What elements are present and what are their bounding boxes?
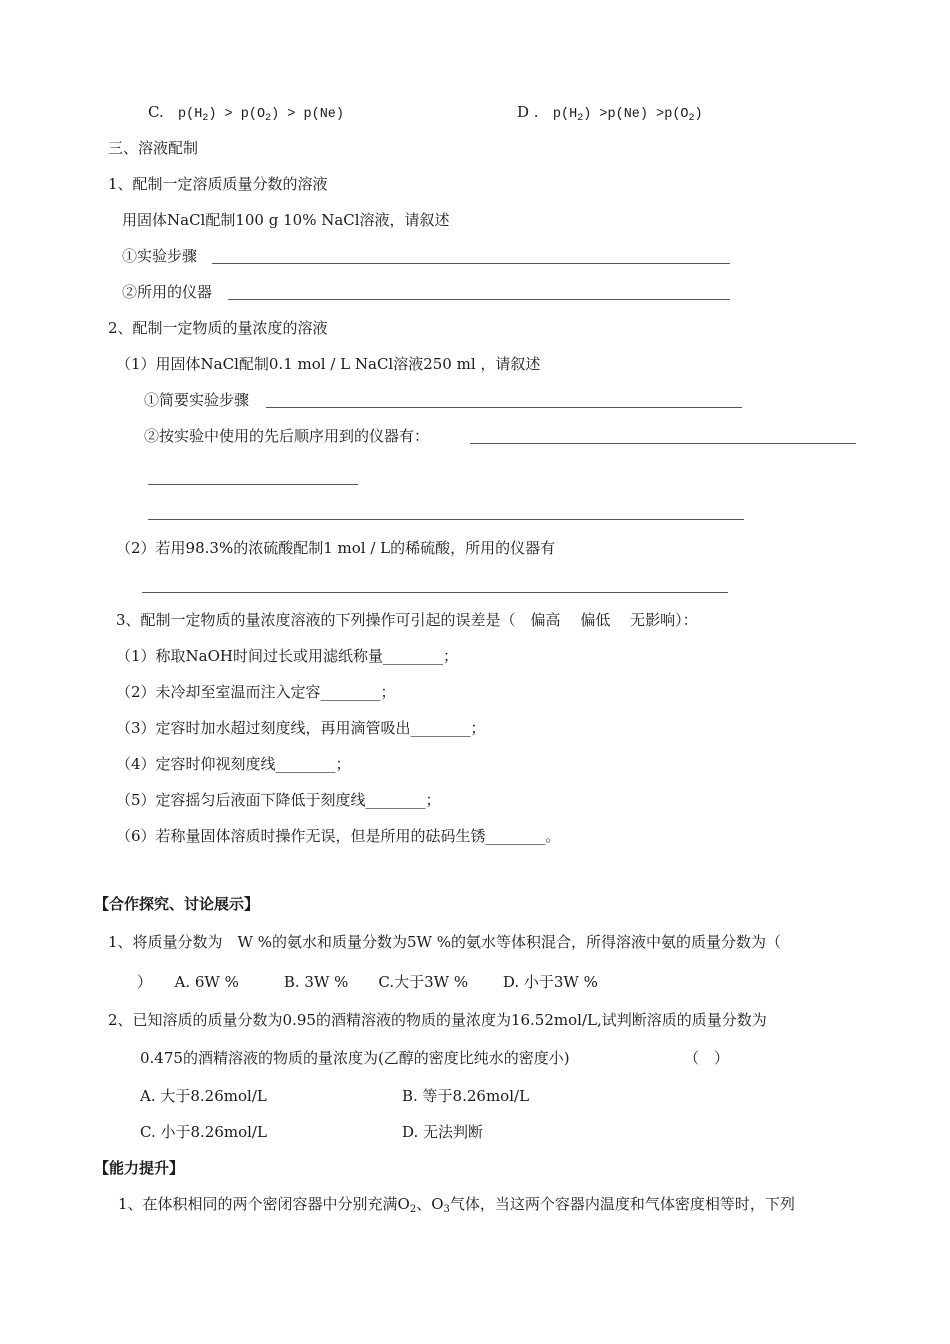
item1-title: 1、配制一定溶质质量分数的溶液 [108, 175, 328, 193]
option-c-expr: $p(H_2) > p(O_2) > p(Ne)$ [178, 107, 345, 124]
option-d-label: D . [517, 103, 539, 121]
cooperate-q2-opt-a: A. 大于8.26mol/L [140, 1087, 267, 1105]
item2-sub1-prompt: （1）用固体NaCl配制0.1 mol / L NaCl溶液250 ml ，请叙述 [116, 355, 541, 373]
item3-op-1: （1）称取NaOH时间过长或用滤纸称量________； [116, 647, 458, 665]
item1-prompt: 用固体NaCl配制100 g 10% NaCl溶液，请叙述 [122, 211, 450, 229]
item1-instruments-blank[interactable] [228, 299, 730, 300]
improve-q1: 1、在体积相同的两个密闭容器中分别充满$O_2$、$O_3$气体，当这两个容器内温度和气体密度相等时，下列 [118, 1195, 795, 1215]
section3-heading: 三、溶液配制 [108, 139, 199, 157]
item2-sub2-prompt: （2）若用98.3%的浓硫酸配制1 mol / L的稀硫酸，所用的仪器有 [116, 539, 556, 557]
item1-steps-label: ①实验步骤 [122, 247, 198, 265]
cooperate-q1-line2: ） A. 6W % B. 3W % C.大于3W % D. 小于3W % [122, 973, 598, 991]
item3-op-5: （5）定容摇匀后液面下降低于刻度线________； [116, 791, 441, 809]
cooperate-q2-line2: 0.475的酒精溶液的物质的量浓度为(乙醇的密度比纯水的密度小) [140, 1049, 570, 1067]
option-d-expr: $p(H_2) >p(Ne) >p(O_2)$ [552, 107, 703, 124]
cooperate-heading: 【合作探究、讨论展示】 [94, 895, 260, 913]
item2-instruments-blank-1[interactable] [470, 443, 856, 444]
cooperate-q2-opt-d: D. 无法判断 [402, 1123, 484, 1141]
item2-instruments-blank-2[interactable] [148, 484, 358, 485]
item2-sub2-blank[interactable] [142, 592, 728, 593]
item2-instruments-blank-3[interactable] [148, 519, 744, 520]
item2-instruments-label: ②按实验中使用的先后顺序用到的仪器有： [144, 427, 430, 445]
cooperate-q1-line1: 1、将质量分数为 W %的氨水和质量分数为5W %的氨水等体积混合，所得溶液中氨的质量分数为（ [108, 933, 781, 951]
item1-instruments-label: ②所用的仪器 [122, 283, 213, 301]
cooperate-q2-opt-c: C. 小于8.26mol/L [140, 1123, 267, 1141]
item3-title: 3、配制一定物质的量浓度溶液的下列操作可引起的误差是（ 偏高 偏低 无影响）： [116, 611, 698, 629]
item2-steps-label: ①简要实验步骤 [144, 391, 250, 409]
option-c-label: C. [148, 103, 164, 121]
improve-heading: 【能力提升】 [94, 1159, 185, 1177]
item2-steps-blank[interactable] [266, 407, 742, 408]
item3-op-3: （3）定容时加水超过刻度线，再用滴管吸出________； [116, 719, 486, 737]
item3-op-2: （2）未冷却至室温而注入定容________； [116, 683, 396, 701]
item1-steps-blank[interactable] [212, 263, 730, 264]
item2-title: 2、配制一定物质的量浓度的溶液 [108, 319, 328, 337]
option-c [148, 102, 344, 125]
cooperate-q2-opt-b: B. 等于8.26mol/L [402, 1087, 530, 1105]
item3-op-6: （6）若称量固体溶质时操作无误，但是所用的砝码生锈________。 [116, 827, 561, 845]
cooperate-q2-line1: 2、已知溶质的质量分数为0.95的酒精溶液的物质的量浓度为16.52mol/L,试判断溶质的质量分数为 [108, 1011, 767, 1029]
item3-op-4: （4）定容时仰视刻度线________； [116, 755, 351, 773]
option-d [517, 102, 703, 125]
cooperate-q2-paren: （ ） [684, 1049, 730, 1067]
